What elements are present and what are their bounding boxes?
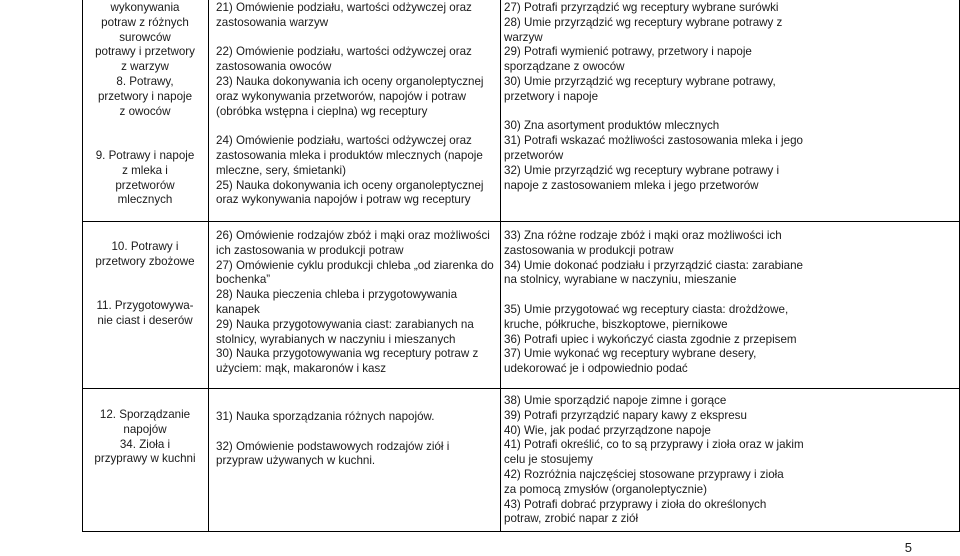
- table-divider-1: [208, 0, 209, 531]
- outcome-item: 33) Zna różne rodzaje zbóż i mąki oraz możliwości ich zastosowania w produkcji potraw: [504, 229, 782, 257]
- spacer: [84, 134, 206, 149]
- topic-line: 34. Zioła i: [119, 437, 171, 451]
- topic-line: 11. Przygotowywa-: [96, 299, 194, 313]
- topic-line: przetworów: [115, 178, 175, 192]
- row2-outcomes: [504, 229, 950, 377]
- topic-line: przyprawy w kuchni: [94, 452, 196, 466]
- outcome-item: 39) Potrafi przyrządzić napary kawy z ekspresu: [504, 408, 747, 422]
- effect-item: 21) Omówienie podziału, wartości odżywczej oraz zastosowania warzyw: [216, 1, 472, 29]
- spacer: [84, 270, 206, 285]
- spacer: [84, 284, 206, 299]
- effect-item: 22) Omówienie podziału, wartości odżywczej oraz zastosowania owoców: [216, 45, 472, 74]
- outcome-item: 38) Umie sporządzić napoje zimne i gorące: [504, 394, 727, 407]
- outcome-item: 28) Umie przyrządzić wg receptury wybrane potrawy z warzyw: [504, 15, 783, 44]
- row1-effects: [216, 1, 499, 208]
- topic-line: 12. Sporządzanie: [99, 408, 191, 421]
- topic-line: nie ciast i deserów: [97, 313, 193, 327]
- row-divider-2: [82, 388, 960, 389]
- topic-line: przetwory zbożowe: [95, 254, 195, 268]
- effect-item: 23) Nauka dokonywania ich oceny organoleptycznej oraz wykonywania przetworów, napojów i potraw (obróbka wstępna i cieplna) wg receptury: [216, 74, 484, 118]
- spacer: [84, 119, 206, 134]
- topic-line: napojów: [123, 422, 167, 436]
- topic-line: z owoców: [119, 104, 171, 118]
- effect-item: 26) Omówienie rodzajów zbóż i mąki oraz możliwości ich zastosowania w produkcji potraw: [216, 229, 490, 257]
- effect-item: 25) Nauka dokonywania ich oceny organoleptycznej oraz wykonywania napojów i potraw wg receptury: [216, 178, 484, 207]
- effect-item: 32) Omówienie podstawowych rodzajów ziół i przypraw używanych w kuchni.: [216, 439, 450, 468]
- outcome-item: 30) Zna asortyment produktów mlecznych: [504, 119, 720, 133]
- spacer: [504, 105, 950, 120]
- topic-line: mlecznych: [117, 193, 173, 207]
- effect-item: 29) Nauka przygotowywania ciast: zarabianych na stolnicy, wyrabianych w naczyniu i mieszanych: [216, 317, 474, 346]
- outcome-item: 41) Potrafi określić, co to są przyprawy i zioła oraz w jakim celu je stosujemy: [504, 438, 804, 467]
- outcome-item: 29) Potrafi wymienić potrawy, przetwory i napoje sporządzane z owoców: [504, 45, 752, 74]
- row2-topics: [84, 240, 206, 329]
- outcome-item: 43) Potrafi dobrać przyprawy i zioła do określonych potraw, zrobić napar z ziół: [504, 497, 767, 526]
- row2-effects: [216, 229, 499, 377]
- spacer: [216, 425, 499, 440]
- row1-outcomes: [504, 1, 950, 193]
- topic-line: 9. Potrawy i napoje: [95, 148, 195, 162]
- effect-item: 30) Nauka przygotowywania wg receptury potraw z użyciem: mąk, makaronów i kasz: [216, 347, 479, 376]
- topic-line: z mleka i: [122, 163, 168, 177]
- effect-item: 27) Omówienie cyklu produkcji chleba „od ziarenka do bochenka”: [216, 258, 494, 287]
- table-border-bottom: [82, 531, 960, 532]
- outcome-item: 37) Umie wykonać wg receptury wybrane desery, udekorować je i odpowiednio podać: [504, 347, 757, 376]
- topic-line: z warzyw: [121, 60, 169, 74]
- outcome-item: 42) Rozróżnia najczęściej stosowane przyprawy i zioła za pomocą zmysłów (organoleptycznie): [504, 467, 784, 496]
- row3-topics: [84, 408, 206, 467]
- topic-line: wykonywania: [110, 1, 180, 14]
- outcome-item: 31) Potrafi wskazać możliwości zastosowania mleka i jego przetworów: [504, 134, 803, 162]
- outcome-item: 27) Potrafi przyrządzić wg receptury wybrane surówki: [504, 1, 779, 14]
- outcome-item: 32) Umie przyrządzić wg receptury wybrane potrawy i napoje z zastosowaniem mleka i jego przetworów: [504, 163, 780, 192]
- outcome-item: 36) Potrafi upiec i wykończyć ciasta zgodnie z przepisem: [504, 332, 797, 346]
- row-divider-1: [82, 221, 960, 222]
- spacer: [216, 31, 499, 46]
- effect-item: 24) Omówienie podziału, wartości odżywczej oraz zastosowania mleka i produktów mlecznych (napoje mleczne, sery, śmietanki): [216, 134, 483, 177]
- topic-line: 8. Potrawy,: [116, 74, 174, 88]
- spacer: [504, 288, 950, 303]
- topic-line: 10. Potrawy i: [111, 240, 179, 253]
- effect-item: 31) Nauka sporządzania różnych napojów.: [216, 410, 435, 423]
- topic-line: surowców: [119, 30, 171, 44]
- effect-item: 28) Nauka pieczenia chleba i przygotowywania kanapek: [216, 288, 458, 316]
- outcome-item: 30) Umie przyrządzić wg receptury wybrane potrawy, przetwory i napoje: [504, 74, 776, 103]
- spacer: [216, 119, 499, 134]
- topic-line: potraw z różnych: [101, 15, 189, 29]
- topic-line: potrawy i przetwory: [95, 45, 195, 59]
- outcome-item: 40) Wie, jak podać przyrządzone napoje: [504, 423, 711, 437]
- page-number: 5: [904, 540, 912, 556]
- outcome-item: 34) Umie dokonać podziału i przyrządzić ciasta: zarabiane na stolnicy, wyrabiane w naczyniu, mieszanie: [504, 258, 804, 287]
- table-border-left: [82, 0, 83, 531]
- row3-effects: [216, 410, 499, 469]
- row3-outcomes: [504, 394, 950, 527]
- table-divider-2: [500, 0, 501, 531]
- row1-topics: [84, 1, 206, 208]
- topic-line: przetwory i napoje: [97, 89, 193, 103]
- outcome-item: 35) Umie przygotować wg receptury ciasta: drożdżowe, kruche, półkruche, biszkoptowe, piernikowe: [504, 302, 789, 331]
